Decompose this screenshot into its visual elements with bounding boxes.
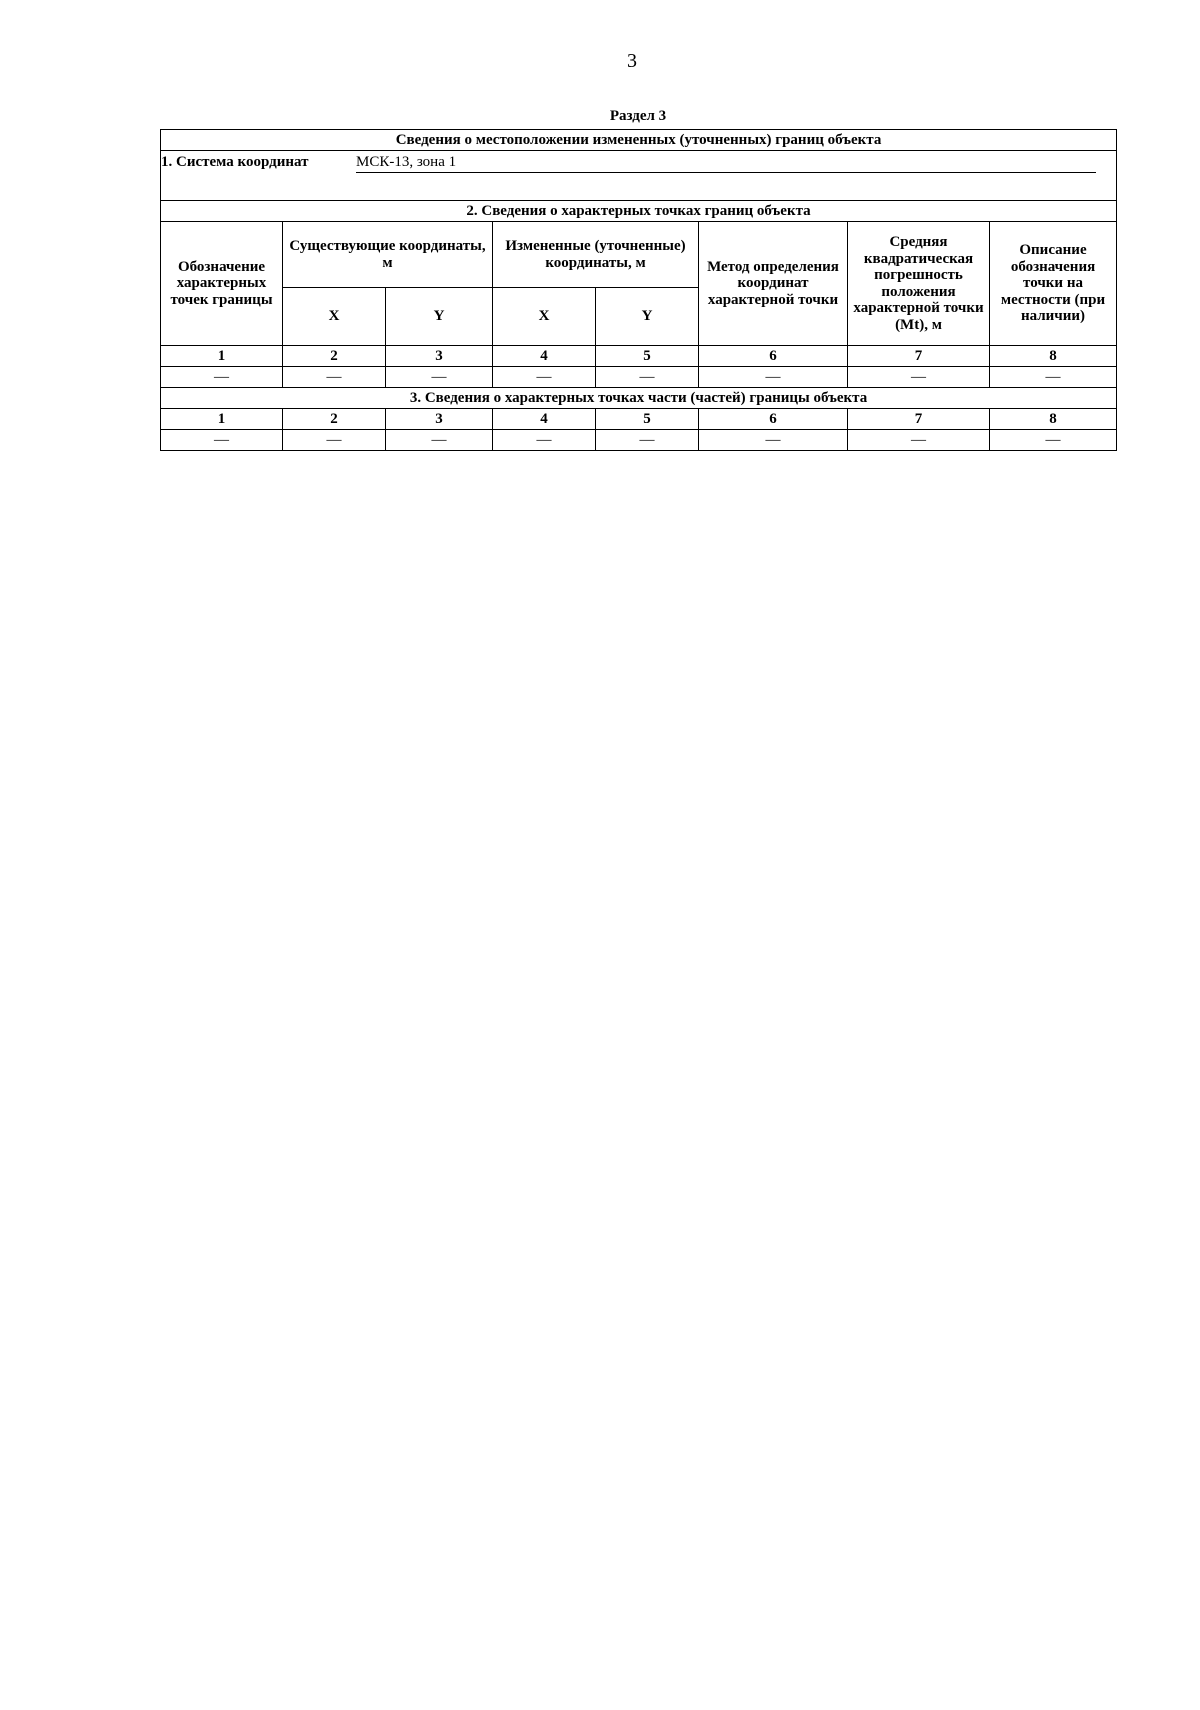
table-cell: — bbox=[596, 367, 699, 388]
table-cell: — bbox=[493, 430, 596, 451]
header-method: Метод определения координат характерной точки bbox=[699, 222, 848, 346]
table-cell: — bbox=[386, 430, 493, 451]
column-number: 7 bbox=[848, 346, 990, 367]
header-error: Средняя квадратическая погрешность положения характерной точки (Mt), м bbox=[848, 222, 990, 346]
column-number: 8 bbox=[990, 346, 1117, 367]
header-description: Описание обозначения точки на местности (при наличии) bbox=[990, 222, 1117, 346]
table-cell: — bbox=[990, 430, 1117, 451]
column-number: 6 bbox=[699, 409, 848, 430]
table-cell: — bbox=[596, 430, 699, 451]
table-cell: — bbox=[283, 367, 386, 388]
header-designation: Обозначение характерных точек границы bbox=[161, 222, 283, 346]
table-title: Сведения о местоположении измененных (уточненных) границ объекта bbox=[161, 130, 1117, 151]
table-cell: — bbox=[386, 367, 493, 388]
header-changed-coordinates: Измененные (уточненные) координаты, м bbox=[493, 222, 699, 288]
coordinate-system-value: МСК-13, зона 1 bbox=[356, 154, 1096, 173]
parts-data-row bbox=[161, 430, 1117, 451]
column-number: 2 bbox=[283, 409, 386, 430]
header-changed-y: Y bbox=[596, 288, 699, 346]
page-number: 3 bbox=[627, 50, 637, 72]
header-changed-x: X bbox=[493, 288, 596, 346]
table-cell: — bbox=[848, 430, 990, 451]
table-cell: — bbox=[699, 430, 848, 451]
column-number: 1 bbox=[161, 409, 283, 430]
parts-column-numbers-row bbox=[161, 409, 1117, 430]
column-number: 5 bbox=[596, 346, 699, 367]
column-number: 5 bbox=[596, 409, 699, 430]
header-existing-coordinates: Существующие координаты, м bbox=[283, 222, 493, 288]
column-number: 6 bbox=[699, 346, 848, 367]
table-cell: — bbox=[990, 367, 1117, 388]
column-number: 8 bbox=[990, 409, 1117, 430]
column-number: 3 bbox=[386, 409, 493, 430]
table-cell: — bbox=[283, 430, 386, 451]
table-cell: — bbox=[161, 367, 283, 388]
column-number: 4 bbox=[493, 346, 596, 367]
header-existing-x: X bbox=[283, 288, 386, 346]
parts-section-title: 3. Сведения о характерных точках части (частей) границы объекта bbox=[161, 388, 1117, 409]
coordinate-system-label: 1. Система координат bbox=[161, 154, 309, 170]
table-cell: — bbox=[699, 367, 848, 388]
column-number: 1 bbox=[161, 346, 283, 367]
column-number: 2 bbox=[283, 346, 386, 367]
coordinate-system-row bbox=[161, 151, 1117, 201]
column-number: 7 bbox=[848, 409, 990, 430]
table-cell: — bbox=[493, 367, 596, 388]
points-section-title: 2. Сведения о характерных точках границ объекта bbox=[161, 201, 1117, 222]
column-number: 3 bbox=[386, 346, 493, 367]
column-number: 4 bbox=[493, 409, 596, 430]
table-cell: — bbox=[848, 367, 990, 388]
boundary-table bbox=[160, 129, 1117, 451]
table-cell: — bbox=[161, 430, 283, 451]
section-title: Раздел 3 bbox=[609, 108, 667, 124]
points-data-row bbox=[161, 367, 1117, 388]
header-existing-y: Y bbox=[386, 288, 493, 346]
points-column-numbers-row bbox=[161, 346, 1117, 367]
